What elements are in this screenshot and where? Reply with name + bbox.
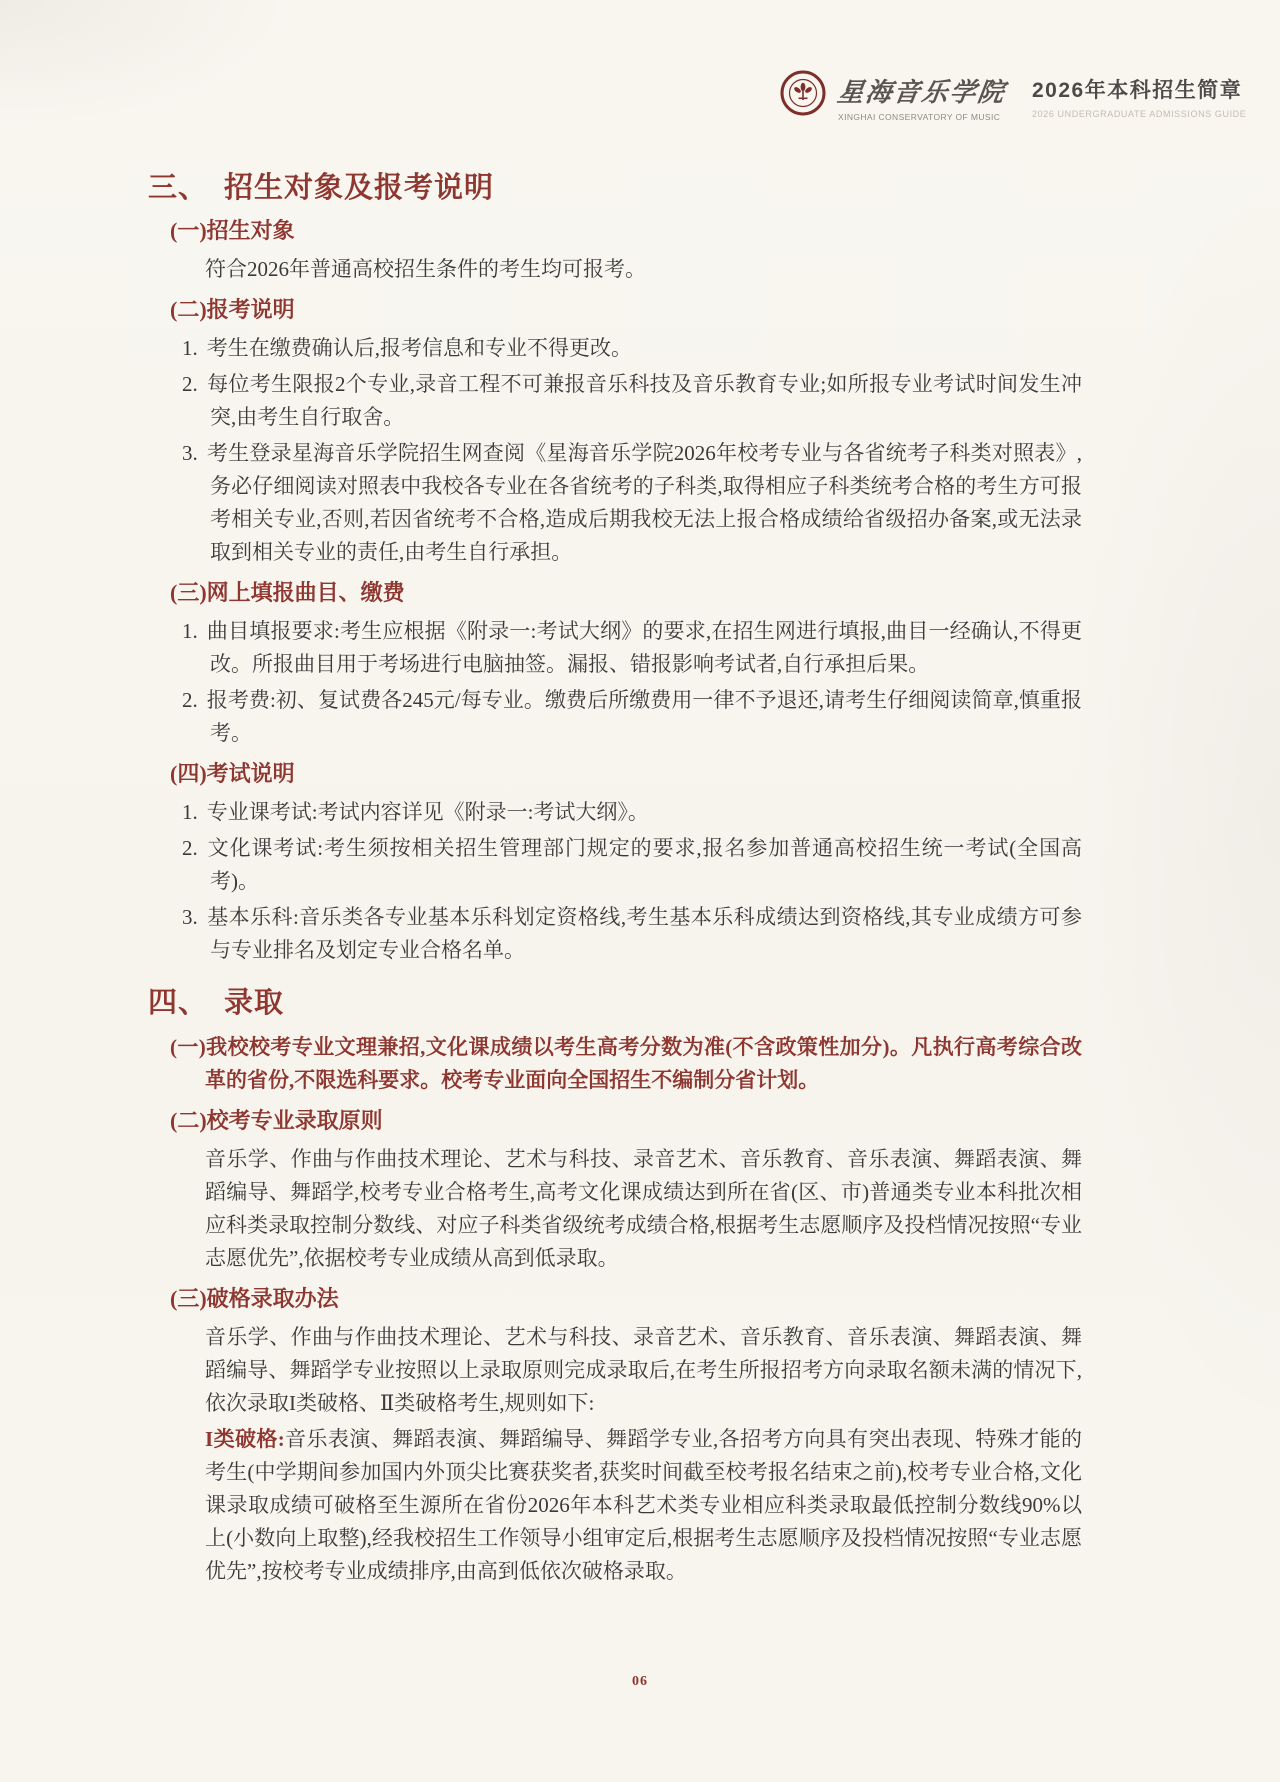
section-heading xyxy=(148,170,1082,206)
subsection-label: (四)考试说明 xyxy=(170,761,295,786)
item-text: 每位考生限报2个专业,录音工程不可兼报音乐科技及音乐教育专业;如所报专业考试时间发生冲突,由考生自行取舍。 xyxy=(206,372,1082,429)
section-title: 录取 xyxy=(224,987,285,1019)
item-number: 2. xyxy=(182,372,198,396)
document-header xyxy=(780,68,1250,122)
red-notice-paragraph xyxy=(170,1031,1082,1097)
numbered-item xyxy=(182,832,1082,898)
numbered-item xyxy=(182,684,1082,750)
item-text: 文化课考试:考生须按相关招生管理部门规定的要求,报名参加普通高校招生统一考试(全国高考)。 xyxy=(206,836,1082,893)
item-number: 2. xyxy=(182,836,198,860)
breakthrough-type1-text: 音乐表演、舞蹈表演、舞蹈编导、舞蹈学专业,各招考方向具有突出表现、特殊才能的考生(中学期间参加国内外顶尖比赛获奖者,获奖时间截至校考报名结束之前),校考专业合格,文化课录取成绩可破格至生源所在省份2026年本科艺术类专业相应科类录取最低控制分数线90%以上(小数向上取整),经我校招生工作领导小组审定后,根据考生志愿顺序及投档情况按照“专业志愿优先”,按校考专业成绩排序,由高到低依次破格录取。 xyxy=(205,1427,1082,1583)
section-title: 招生对象及报考说明 xyxy=(224,172,495,204)
numbered-item xyxy=(182,615,1082,681)
numbered-item xyxy=(182,796,1082,829)
doc-title-block xyxy=(1032,74,1246,119)
paragraph: 音乐学、作曲与作曲技术理论、艺术与科技、录音艺术、音乐教育、音乐表演、舞蹈表演、舞蹈编导、舞蹈学,校考专业合格考生,高考文化课成绩达到所在省(区、市)普通类专业本科批次相应科类录取控制分数线、对应子科类省级统考成绩合格,根据考生志愿顺序及投档情况按照“专业志愿优先”,依据校考专业成绩从高到低录取。 xyxy=(205,1147,1082,1270)
subsection-label: (二)校考专业录取原则 xyxy=(170,1108,383,1133)
numbered-item xyxy=(182,437,1082,569)
item-text: 报考费:初、复试费各245元/每专业。缴费后所缴费用一律不予退还,请考生仔细阅读简章,慎重报考。 xyxy=(206,688,1082,745)
page-number: 06 xyxy=(632,1674,648,1689)
subsection-label: (三)网上填报曲目、缴费 xyxy=(170,580,405,605)
doc-title: 2026年本科招生简章 xyxy=(1032,79,1243,102)
item-text: 曲目填报要求:考生应根据《附录一:考试大纲》的要求,在招生网进行填报,曲目一经确认,不得更改。所报曲目用于考场进行电脑抽签。漏报、错报影响考试者,自行承担后果。 xyxy=(206,619,1082,676)
school-brand xyxy=(835,72,1028,122)
notice-text: 我校校考专业文理兼招,文化课成绩以考生高考分数为准(不含政策性加分)。凡执行高考综合改革的省份,不限选科要求。校考专业面向全国招生不编制分省计划。 xyxy=(205,1035,1082,1092)
document-content xyxy=(148,152,1082,1591)
item-text: 基本乐科:音乐类各专业基本乐科划定资格线,考生基本乐科成绩达到资格线,其专业成绩方可参与专业排名及划定专业合格名单。 xyxy=(206,905,1082,962)
section-admission-rules xyxy=(148,985,1082,1588)
school-seal-icon xyxy=(780,70,826,116)
school-name-zh: 星海音乐学院 xyxy=(835,78,1008,107)
item-number: 3. xyxy=(182,441,198,465)
section-number: 三、 xyxy=(148,172,209,204)
breakthrough-type1-paragraph xyxy=(205,1423,1082,1588)
page-footer xyxy=(0,1672,1280,1690)
subsection-label: (三)破格录取办法 xyxy=(170,1286,339,1311)
item-number: 2. xyxy=(182,688,198,712)
subsection-label: (一)招生对象 xyxy=(170,218,295,243)
item-text: 考生登录星海音乐学院招生网查阅《星海音乐学院2026年校考专业与各省统考子科类对照表》,务必仔细阅读对照表中我校各专业在各省统考的子科类,取得相应子科类统考合格的考生方可报考相关专业,否则,若因省统考不合格,造成后期我校无法上报合格成绩给省级招办备案,或无法录取到相关专业的责任,由考生自行承担。 xyxy=(206,441,1082,564)
school-name-en: XINGHAI CONSERVATORY OF MUSIC xyxy=(838,112,1001,122)
section-heading xyxy=(148,985,1082,1021)
section-admission-targets xyxy=(148,170,1082,967)
item-number: 3. xyxy=(182,905,198,929)
numbered-item xyxy=(182,332,1082,365)
paragraph: 音乐学、作曲与作曲技术理论、艺术与科技、录音艺术、音乐教育、音乐表演、舞蹈表演、舞蹈编导、舞蹈学专业按照以上录取原则完成录取后,在考生所报招考方向录取名额未满的情况下,依次录取I类破格、Ⅱ类破格考生,规则如下: xyxy=(205,1325,1082,1415)
item-text: 专业课考试:考试内容详见《附录一:考试大纲》。 xyxy=(206,800,649,824)
item-number: 1. xyxy=(182,800,198,824)
numbered-item xyxy=(182,901,1082,967)
item-number: 1. xyxy=(182,336,198,360)
notice-label: (一) xyxy=(170,1035,206,1059)
breakthrough-type1-label: I类破格: xyxy=(205,1427,285,1451)
doc-subtitle: 2026 UNDERGRADUATE ADMISSIONS GUIDE xyxy=(1032,109,1247,119)
section-number: 四、 xyxy=(148,987,209,1019)
item-text: 考生在缴费确认后,报考信息和专业不得更改。 xyxy=(206,336,632,360)
numbered-item xyxy=(182,368,1082,434)
item-number: 1. xyxy=(182,619,198,643)
subsection-label: (二)报考说明 xyxy=(170,297,295,322)
paragraph: 符合2026年普通高校招生条件的考生均可报考。 xyxy=(205,257,646,281)
